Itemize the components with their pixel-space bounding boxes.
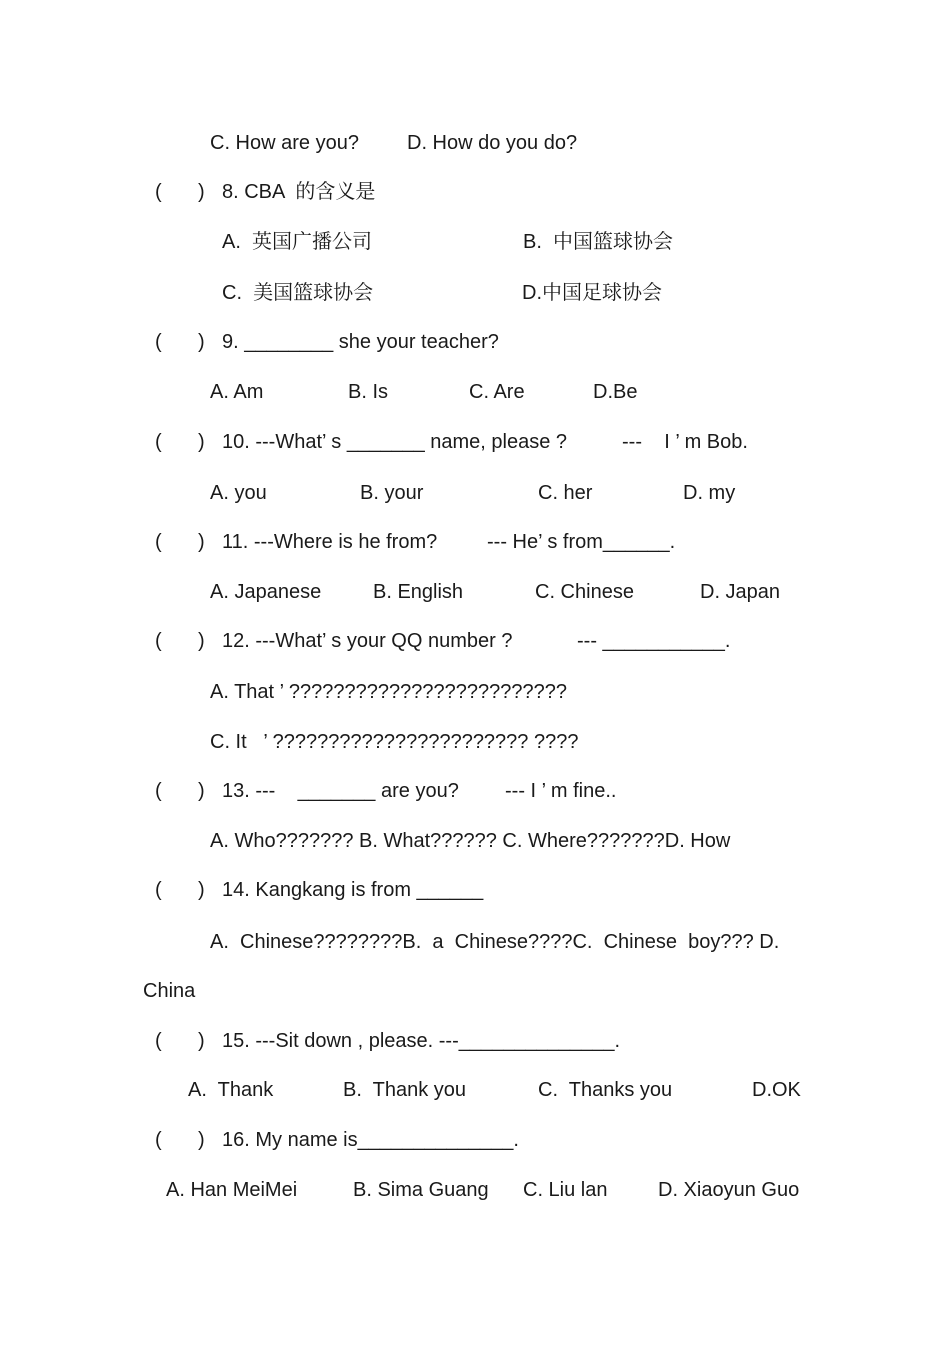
answer-bracket-right: ) xyxy=(198,630,205,652)
q8-option-d: D.中国足球协会 xyxy=(522,282,662,304)
q16-stem: 16. My name is______________. xyxy=(222,1129,519,1151)
q10-option-b: B. your xyxy=(360,482,424,504)
q12-reply: --- ___________. xyxy=(577,630,731,652)
q10-reply: --- I ’ m Bob. xyxy=(622,431,748,453)
answer-bracket-left: ( xyxy=(155,780,162,802)
answer-bracket-right: ) xyxy=(198,431,205,453)
q12-option-c: C. It ’ ??????????????????????? ???? xyxy=(210,731,579,753)
q15-option-a: A. Thank xyxy=(188,1079,274,1101)
q8-stem: 8. CBA 的含义是 xyxy=(222,181,376,203)
answer-bracket-right: ) xyxy=(198,531,205,553)
answer-bracket-left: ( xyxy=(155,181,162,203)
q13-stem: 13. --- _______ are you? xyxy=(222,780,459,802)
q8-option-b: B. 中国篮球协会 xyxy=(523,231,674,253)
answer-bracket-left: ( xyxy=(155,331,162,353)
answer-bracket-left: ( xyxy=(155,431,162,453)
q14-options-wrap: China xyxy=(143,980,196,1002)
answer-bracket-right: ) xyxy=(198,181,205,203)
q7-option-c: C. How are you? xyxy=(210,132,359,154)
q11-stem: 11. ---Where is he from? xyxy=(222,531,438,553)
q16-option-b: B. Sima Guang xyxy=(353,1179,489,1201)
q10-option-c: C. her xyxy=(538,482,593,504)
q15-option-c: C. Thanks you xyxy=(538,1079,673,1101)
q11-reply: --- He’ s from______. xyxy=(487,531,676,553)
q11-option-b: B. English xyxy=(373,581,464,603)
q9-option-d: D.Be xyxy=(593,381,638,403)
q15-stem: 15. ---Sit down , please. ---______________. xyxy=(222,1030,621,1052)
answer-bracket-right: ) xyxy=(198,1129,205,1151)
answer-bracket-right: ) xyxy=(198,780,205,802)
answer-bracket-left: ( xyxy=(155,630,162,652)
answer-bracket-right: ) xyxy=(198,879,205,901)
q12-stem: 12. ---What’ s your QQ number ? xyxy=(222,630,513,652)
q16-option-d: D. Xiaoyun Guo xyxy=(658,1179,800,1201)
q10-option-d: D. my xyxy=(683,482,736,504)
q9-option-b: B. Is xyxy=(348,381,389,403)
q7-option-d: D. How do you do? xyxy=(407,132,578,154)
q9-stem: 9. ________ she your teacher? xyxy=(222,331,499,353)
answer-bracket-left: ( xyxy=(155,879,162,901)
q9-option-a: A. Am xyxy=(210,381,264,403)
answer-bracket-left: ( xyxy=(155,1030,162,1052)
q14-stem: 14. Kangkang is from ______ xyxy=(222,879,484,901)
q8-option-a: A. 英国广播公司 xyxy=(222,231,373,253)
q10-option-a: A. you xyxy=(210,482,267,504)
q12-option-a: A. That ’ ????????????????????????? xyxy=(210,681,568,703)
q10-stem: 10. ---What’ s _______ name, please ? xyxy=(222,431,568,453)
q15-option-b: B. Thank you xyxy=(343,1079,467,1101)
q9-option-c: C. Are xyxy=(469,381,525,403)
answer-bracket-left: ( xyxy=(155,1129,162,1151)
q16-option-a: A. Han MeiMei xyxy=(166,1179,298,1201)
q13-reply: --- I ’ m fine.. xyxy=(505,780,617,802)
q11-option-c: C. Chinese xyxy=(535,581,634,603)
q11-option-d: D. Japan xyxy=(700,581,781,603)
answer-bracket-right: ) xyxy=(198,331,205,353)
q16-option-c: C. Liu lan xyxy=(523,1179,608,1201)
q13-options: A. Who??????? B. What?????? C. Where???????D. How xyxy=(210,830,731,852)
q11-option-a: A. Japanese xyxy=(210,581,322,603)
q8-option-c: C. 美国篮球协会 xyxy=(222,282,374,304)
answer-bracket-left: ( xyxy=(155,531,162,553)
answer-bracket-right: ) xyxy=(198,1030,205,1052)
q15-option-d: D.OK xyxy=(752,1079,801,1101)
q14-options: A. Chinese????????B. a Chinese????C. Chinese boy??? D. xyxy=(210,931,780,953)
